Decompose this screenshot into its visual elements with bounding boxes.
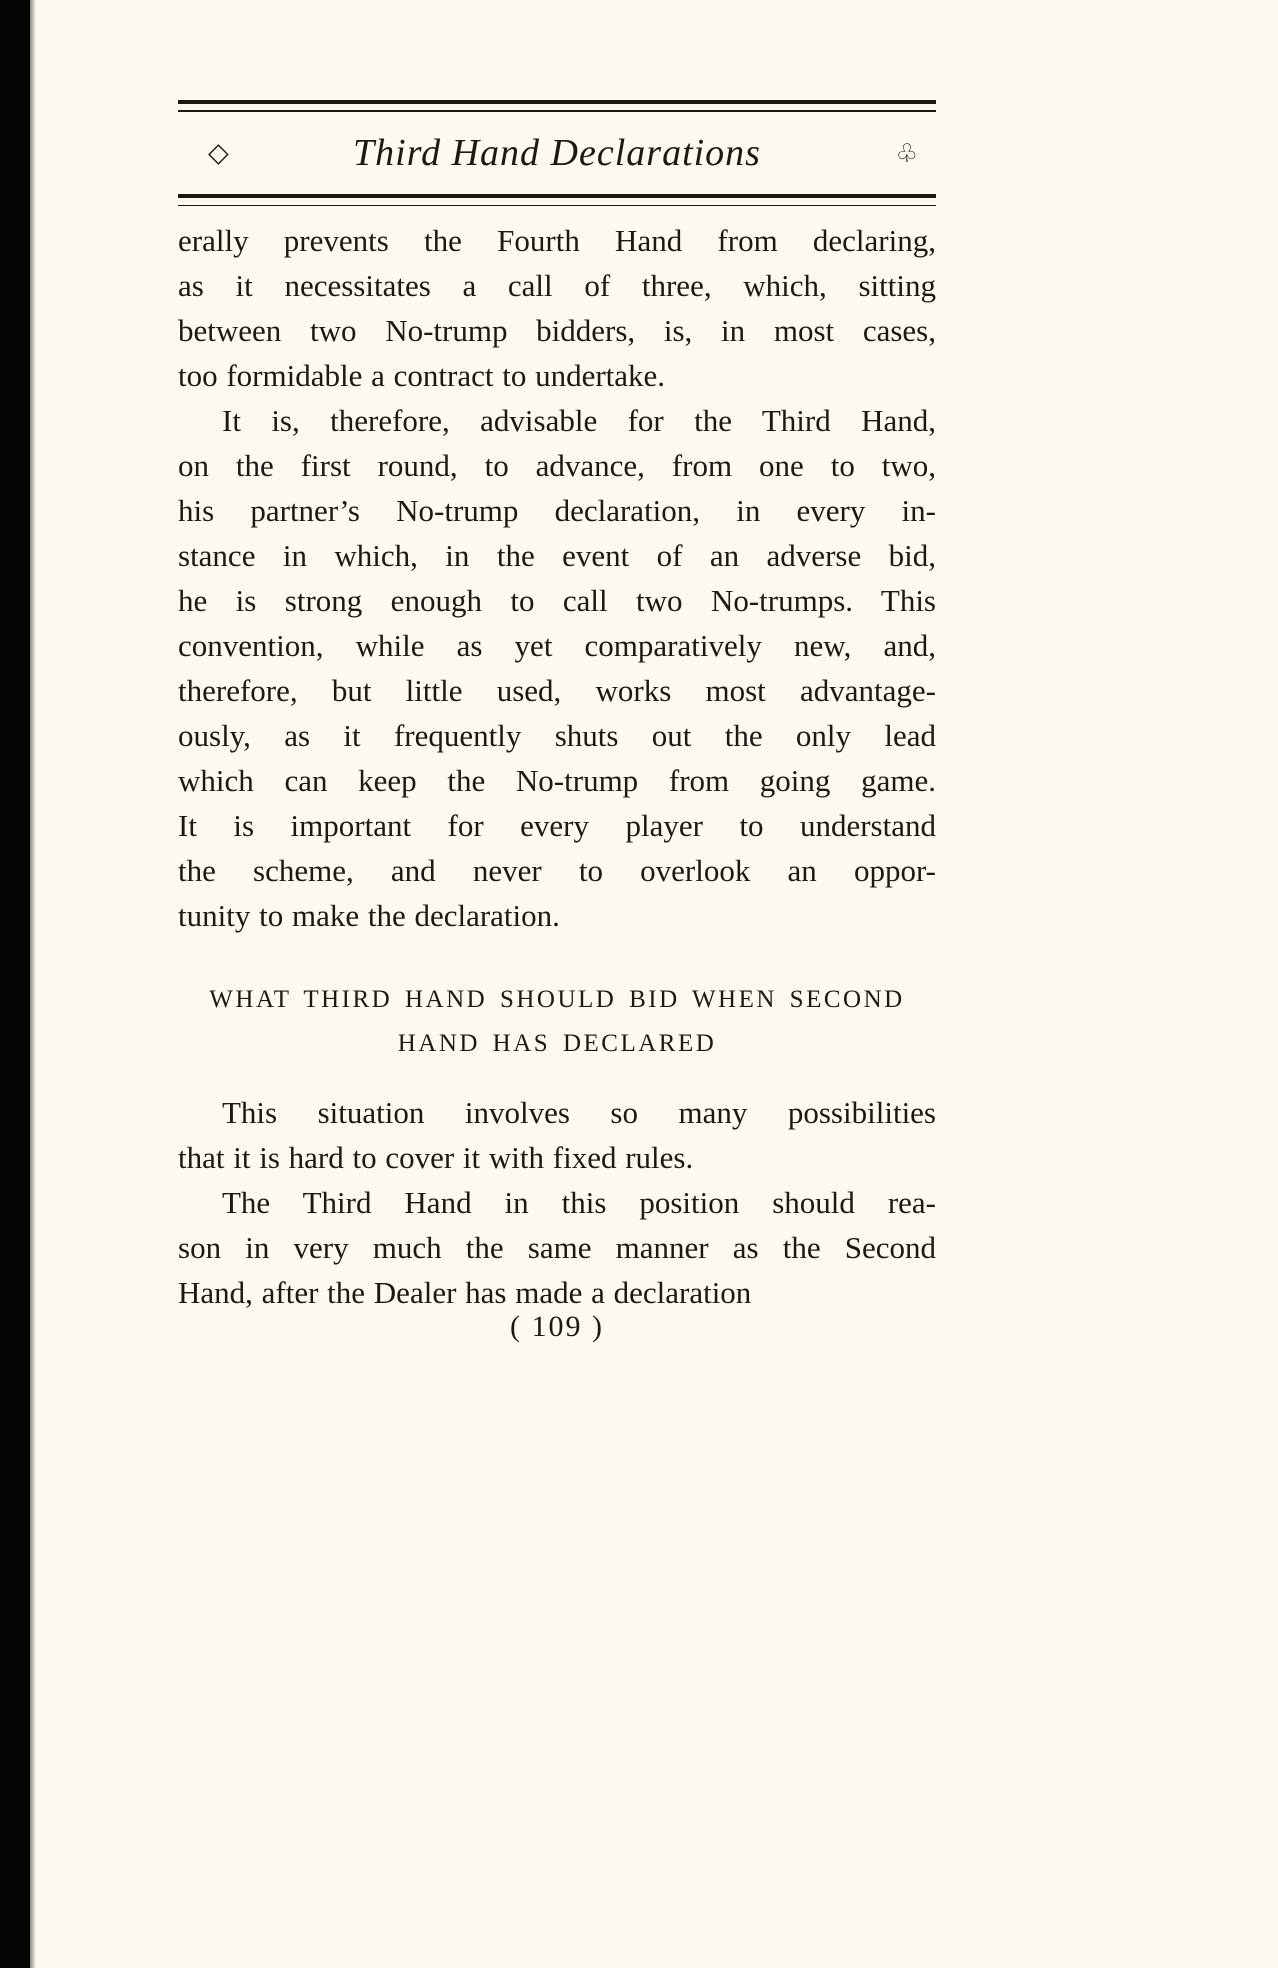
top-double-rule: [178, 100, 936, 112]
club-ornament-icon: ♧: [895, 138, 918, 167]
text-line: erally prevents the Fourth Hand from declaring,: [178, 223, 936, 258]
text-line: the scheme, and never to overlook an oppor-: [178, 853, 936, 888]
page-number: ( 109 ): [510, 1310, 604, 1343]
text-line: stance in which, in the event of an adverse bid,: [178, 538, 936, 573]
text-line: which can keep the No-trump from going game.: [178, 763, 936, 798]
text-column: [178, 218, 936, 1315]
rule-line: [178, 205, 936, 207]
text-line: between two No-trump bidders, is, in most cases,: [178, 313, 936, 348]
text-line: convention, while as yet comparatively new, and,: [178, 628, 936, 663]
text-line: too formidable a contract to undertake.: [178, 358, 666, 393]
rule-line: [178, 100, 936, 104]
text-line: on the first round, to advance, from one to two,: [178, 448, 936, 483]
rule-line: [178, 194, 936, 198]
text-line: This situation involves so many possibilities: [222, 1095, 936, 1130]
text-line: tunity to make the declaration.: [178, 898, 560, 933]
section-heading: [178, 978, 936, 1066]
text-line: as it necessitates a call of three, which, sitting: [178, 268, 936, 303]
text-line: his partner’s No-trump declaration, in every in-: [178, 493, 936, 528]
text-line: It is important for every player to understand: [178, 808, 936, 843]
text-line: son in very much the same manner as the Second: [178, 1230, 936, 1265]
section-heading-line: WHAT THIRD HAND SHOULD BID WHEN SECOND: [209, 986, 905, 1013]
running-header: [178, 100, 936, 206]
text-line: he is strong enough to call two No-trumps. This: [178, 583, 936, 618]
text-line: that it is hard to cover it with fixed rules.: [178, 1140, 694, 1175]
text-line: Hand, after the Dealer has made a declaration: [178, 1275, 752, 1310]
text-line: therefore, but little used, works most advantage-: [178, 673, 936, 708]
header-row: [178, 112, 936, 194]
text-line: ously, as it frequently shuts out the only lead: [178, 718, 936, 753]
section-heading-line: HAND HAS DECLARED: [397, 1030, 717, 1057]
paragraph: [178, 1180, 936, 1315]
running-title: Third Hand Declarations: [353, 131, 761, 174]
diamond-ornament-icon: ◇: [208, 137, 229, 168]
paragraph: [178, 218, 936, 398]
bottom-double-rule: [178, 194, 936, 207]
paragraph: [178, 1090, 936, 1180]
text-line: The Third Hand in this position should rea-: [222, 1185, 936, 1220]
scan-edge-shadow: [30, 0, 36, 1968]
text-line: It is, therefore, advisable for the Third Hand,: [222, 403, 936, 438]
scan-edge-bar: [0, 0, 30, 1968]
paragraph: [178, 398, 936, 938]
page-footer: [178, 1310, 936, 1344]
